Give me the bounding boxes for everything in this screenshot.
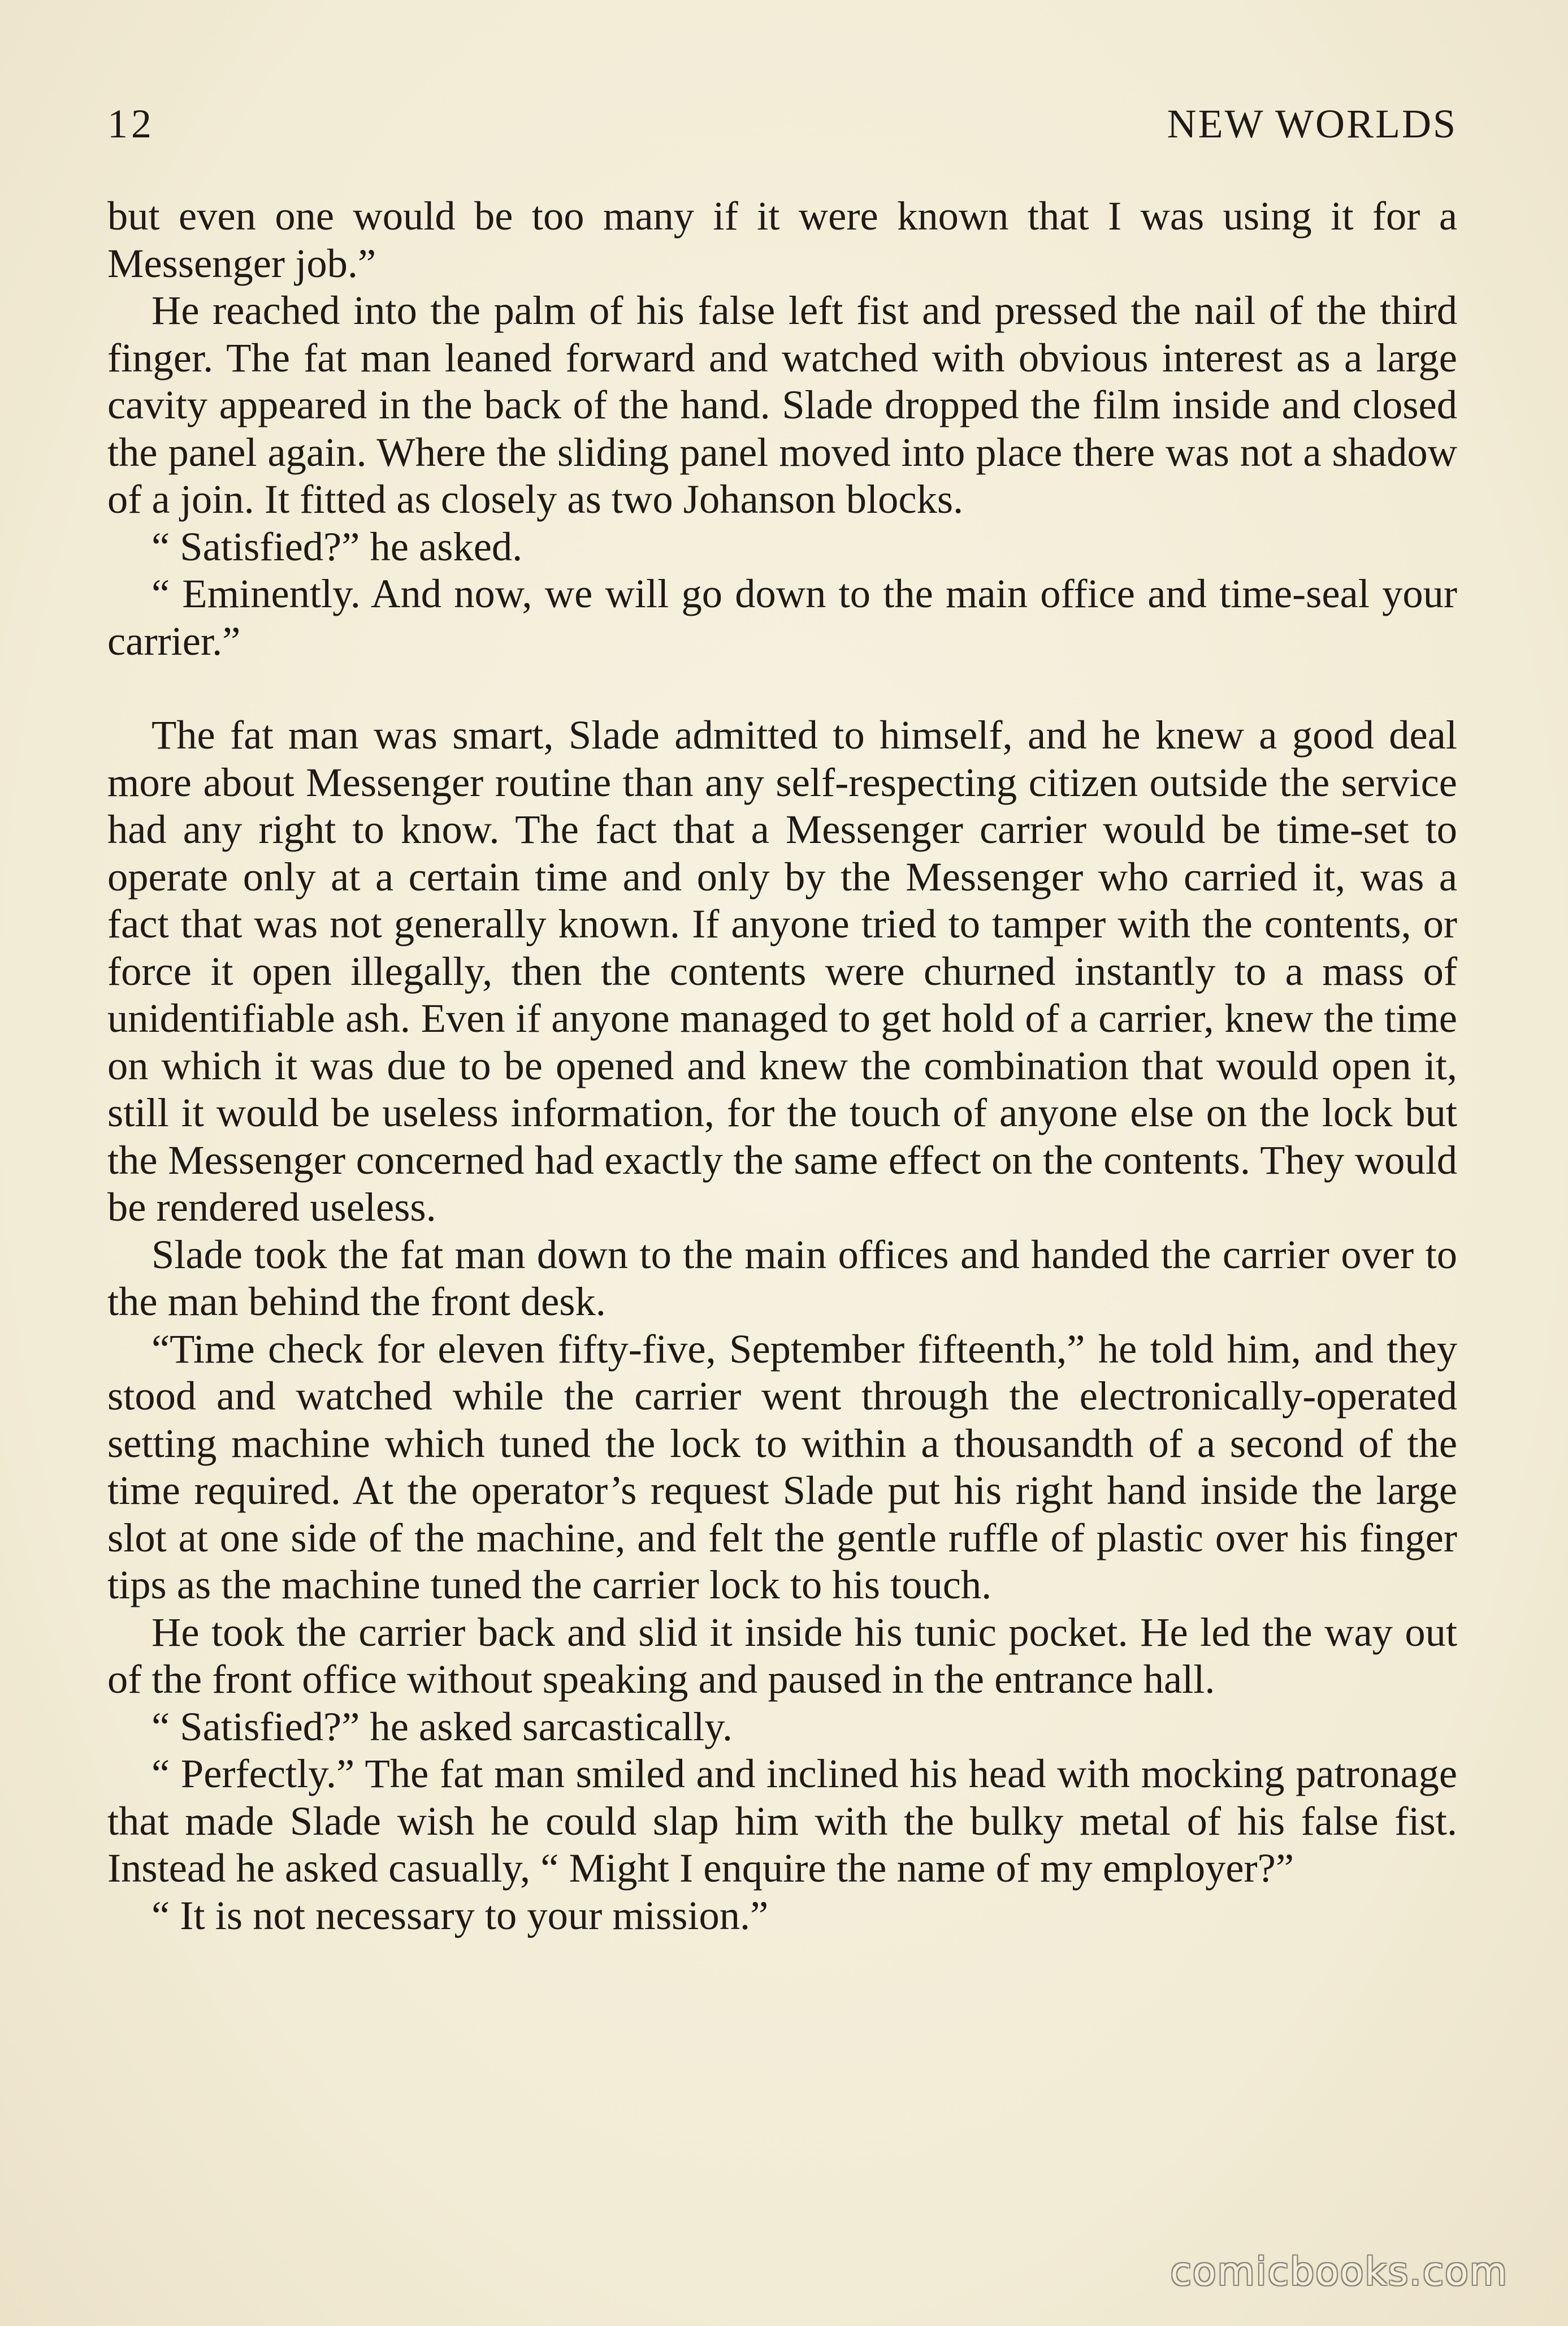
running-title: NEW WORLDS (1167, 101, 1457, 146)
section-break (107, 664, 1457, 711)
paragraph: He reached into the palm of his false left fist and pressed the nail of the third finger. The fat man leaned forward and watched with obvious interest as a large cavity appeared in the back of the hand. Slade dropped the film inside and closed the panel again. Where the sliding panel moved into place there was not a shadow of a join. It fitted as closely as two Johanson blocks. (107, 287, 1457, 522)
paragraph: “ Eminently. And now, we will go down to the main office and time-seal your carrier.” (107, 570, 1457, 664)
paragraph: “Time check for eleven fifty-five, September fifteenth,” he told him, and they stood and watched while the carrier went through the electronically-operated setting machine which tuned the lock to within a thousandth of a second of the time required. At the operator’s request Slade put his right hand inside the large slot at one side of the machine, and felt the gentle ruffle of plastic over his finger tips as the machine tuned the carrier lock to his touch. (107, 1325, 1457, 1607)
paragraph: “ Satisfied?” he asked. (151, 523, 523, 569)
paragraph: but even one would be too many if it were known that I was using it for a Messenger job.” (107, 193, 1457, 286)
watermark: comicbooks.com (1170, 2250, 1508, 2294)
paragraph: “ It is not necessary to your mission.” (151, 1892, 769, 1938)
paragraph: He took the carrier back and slid it inside his tunic pocket. He led the way out of the front office without speaking and paused in the entrance hall. (107, 1609, 1457, 1702)
paragraph: Slade took the fat man down to the main offices and handed the carrier over to the man behind the front desk. (107, 1231, 1457, 1324)
paragraph: “ Satisfied?” he asked sarcastically. (151, 1703, 733, 1749)
body-text (107, 192, 1457, 1939)
page-header (107, 101, 1457, 157)
page-number: 12 (107, 101, 155, 146)
paragraph: “ Perfectly.” The fat man smiled and inclined his head with mocking patronage that made Slade wish he could slap him with the bulky metal of his false fist. Instead he asked casually, “ Might I enquire the name of my employer?” (107, 1750, 1457, 1891)
paragraph: The fat man was smart, Slade admitted to himself, and he knew a good deal more about Messenger routine than any self-respecting citizen outside the service had any right to know. The fact that a Messenger carrier would be time-set to operate only at a certain time and only by the Messenger who carried it, was a fact that was not generally known. If anyone tried to tamper with the contents, or force it open illegally, then the contents were churned instantly to a mass of unidentifiable ash. Even if anyone managed to get hold of a carrier, knew the time on which it was due to be opened and knew the combination that would open it, still it would be useless information, for the touch of anyone else on the lock but the Messenger concerned had exactly the same effect on the contents. They would be rendered useless. (107, 712, 1457, 1230)
